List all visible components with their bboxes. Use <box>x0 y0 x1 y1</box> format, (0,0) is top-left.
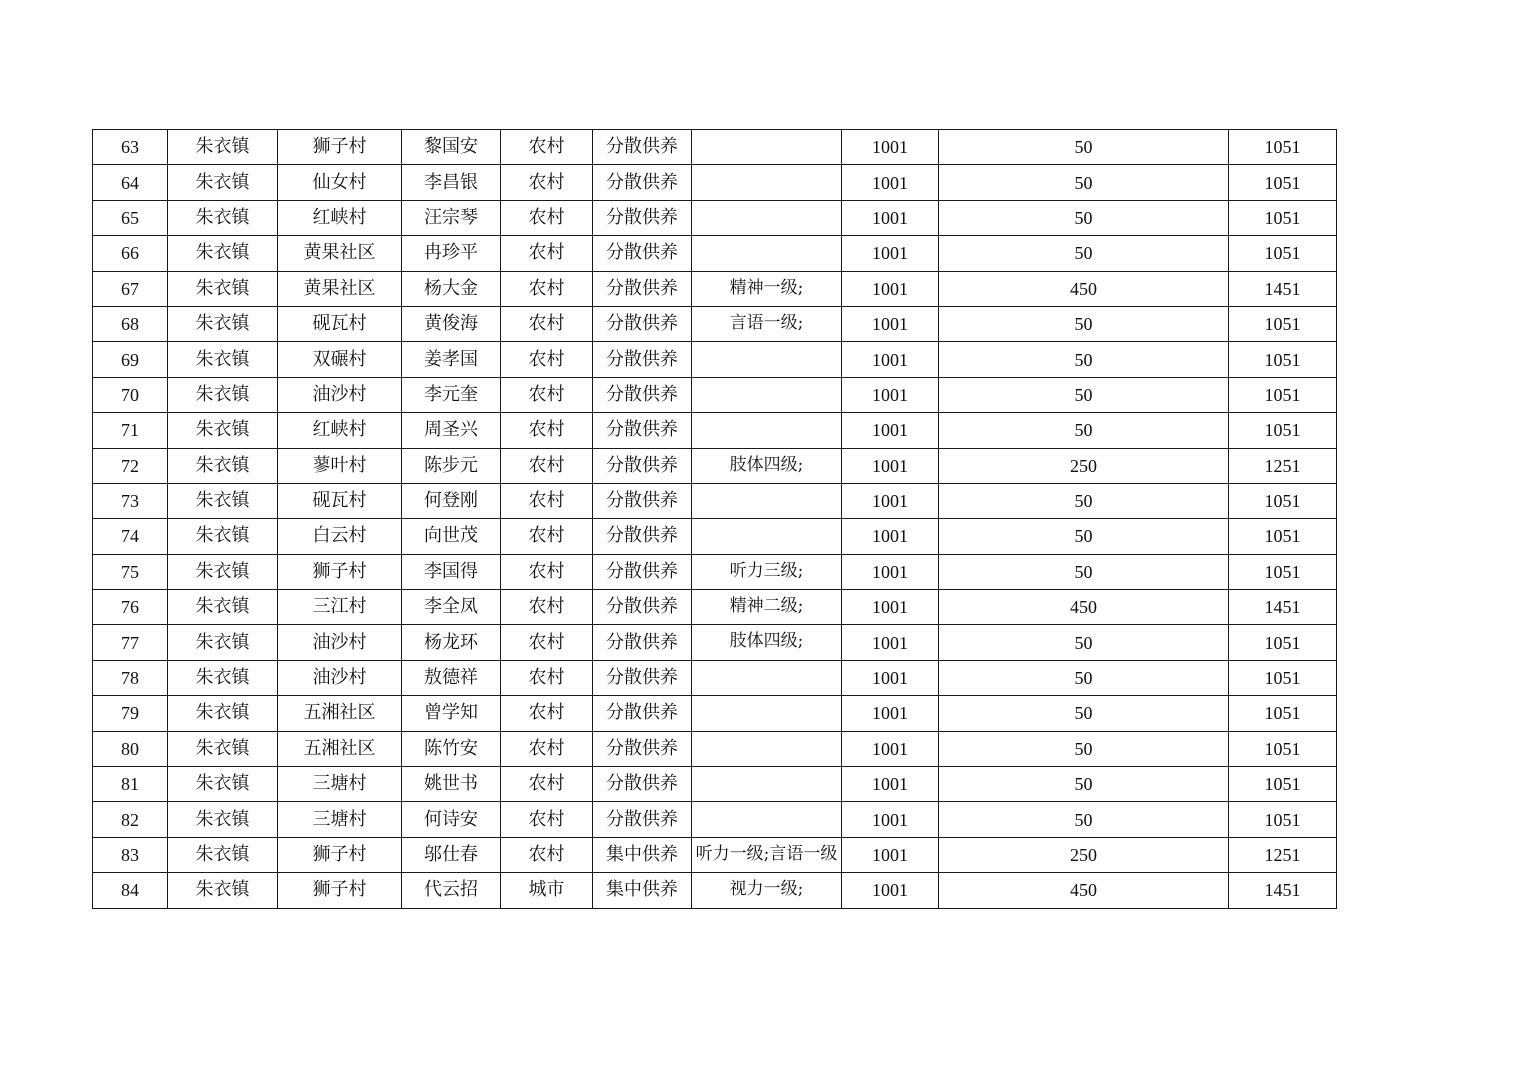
cell-area: 农村 <box>501 306 593 341</box>
cell-support-type: 分散供养 <box>593 413 692 448</box>
cell-support-type: 分散供养 <box>593 342 692 377</box>
cell-disability <box>692 483 842 518</box>
cell-support-type: 分散供养 <box>593 271 692 306</box>
cell-area: 农村 <box>501 554 593 589</box>
cell-no: 67 <box>93 271 168 306</box>
cell-disability: 肢体四级; <box>692 448 842 483</box>
cell-base-amount: 1001 <box>842 413 939 448</box>
cell-town: 朱衣镇 <box>168 342 278 377</box>
cell-village: 红峡村 <box>278 413 402 448</box>
cell-no: 76 <box>93 590 168 625</box>
cell-name: 黄俊海 <box>402 306 501 341</box>
cell-no: 72 <box>93 448 168 483</box>
cell-town: 朱衣镇 <box>168 236 278 271</box>
cell-subsidy-amount: 50 <box>939 165 1229 200</box>
cell-area: 农村 <box>501 837 593 872</box>
cell-area: 农村 <box>501 731 593 766</box>
cell-town: 朱衣镇 <box>168 448 278 483</box>
table-row <box>93 554 1337 589</box>
cell-base-amount: 1001 <box>842 130 939 165</box>
cell-disability <box>692 236 842 271</box>
cell-town: 朱衣镇 <box>168 377 278 412</box>
cell-area: 农村 <box>501 802 593 837</box>
cell-subsidy-amount: 50 <box>939 802 1229 837</box>
cell-support-type: 集中供养 <box>593 837 692 872</box>
cell-name: 姜孝国 <box>402 342 501 377</box>
cell-area: 农村 <box>501 483 593 518</box>
cell-disability <box>692 696 842 731</box>
cell-no: 77 <box>93 625 168 660</box>
table-row <box>93 165 1337 200</box>
cell-disability <box>692 767 842 802</box>
cell-disability <box>692 731 842 766</box>
cell-name: 邬仕春 <box>402 837 501 872</box>
cell-total-amount: 1051 <box>1229 519 1337 554</box>
cell-town: 朱衣镇 <box>168 767 278 802</box>
cell-disability: 精神一级; <box>692 271 842 306</box>
cell-town: 朱衣镇 <box>168 200 278 235</box>
table-row <box>93 236 1337 271</box>
table-row <box>93 873 1337 908</box>
cell-subsidy-amount: 50 <box>939 731 1229 766</box>
cell-disability <box>692 165 842 200</box>
cell-base-amount: 1001 <box>842 236 939 271</box>
cell-support-type: 分散供养 <box>593 377 692 412</box>
cell-name: 李全凤 <box>402 590 501 625</box>
table-row <box>93 625 1337 660</box>
cell-area: 农村 <box>501 271 593 306</box>
cell-area: 城市 <box>501 873 593 908</box>
cell-disability: 言语一级; <box>692 306 842 341</box>
cell-support-type: 分散供养 <box>593 448 692 483</box>
cell-total-amount: 1051 <box>1229 130 1337 165</box>
cell-base-amount: 1001 <box>842 377 939 412</box>
cell-subsidy-amount: 50 <box>939 236 1229 271</box>
cell-area: 农村 <box>501 590 593 625</box>
cell-village: 黄果社区 <box>278 236 402 271</box>
cell-town: 朱衣镇 <box>168 696 278 731</box>
cell-total-amount: 1451 <box>1229 271 1337 306</box>
cell-name: 陈竹安 <box>402 731 501 766</box>
table-row <box>93 660 1337 695</box>
cell-total-amount: 1451 <box>1229 873 1337 908</box>
cell-subsidy-amount: 50 <box>939 377 1229 412</box>
cell-subsidy-amount: 50 <box>939 660 1229 695</box>
cell-subsidy-amount: 50 <box>939 625 1229 660</box>
cell-disability <box>692 519 842 554</box>
cell-support-type: 分散供养 <box>593 519 692 554</box>
cell-disability <box>692 200 842 235</box>
cell-name: 黎国安 <box>402 130 501 165</box>
cell-base-amount: 1001 <box>842 200 939 235</box>
cell-base-amount: 1001 <box>842 731 939 766</box>
cell-area: 农村 <box>501 200 593 235</box>
cell-total-amount: 1051 <box>1229 342 1337 377</box>
cell-support-type: 分散供养 <box>593 236 692 271</box>
cell-base-amount: 1001 <box>842 519 939 554</box>
cell-village: 狮子村 <box>278 837 402 872</box>
cell-total-amount: 1051 <box>1229 413 1337 448</box>
cell-total-amount: 1251 <box>1229 448 1337 483</box>
cell-town: 朱衣镇 <box>168 306 278 341</box>
cell-village: 油沙村 <box>278 660 402 695</box>
cell-town: 朱衣镇 <box>168 130 278 165</box>
table-row <box>93 696 1337 731</box>
cell-support-type: 分散供养 <box>593 130 692 165</box>
cell-village: 仙女村 <box>278 165 402 200</box>
cell-town: 朱衣镇 <box>168 519 278 554</box>
cell-disability <box>692 660 842 695</box>
table-row <box>93 448 1337 483</box>
cell-subsidy-amount: 50 <box>939 483 1229 518</box>
cell-area: 农村 <box>501 625 593 660</box>
cell-no: 71 <box>93 413 168 448</box>
cell-town: 朱衣镇 <box>168 554 278 589</box>
cell-name: 杨大金 <box>402 271 501 306</box>
cell-disability <box>692 342 842 377</box>
cell-base-amount: 1001 <box>842 271 939 306</box>
cell-area: 农村 <box>501 448 593 483</box>
cell-support-type: 分散供养 <box>593 731 692 766</box>
cell-no: 75 <box>93 554 168 589</box>
cell-no: 69 <box>93 342 168 377</box>
cell-disability <box>692 802 842 837</box>
cell-village: 三塘村 <box>278 767 402 802</box>
cell-name: 李昌银 <box>402 165 501 200</box>
cell-town: 朱衣镇 <box>168 802 278 837</box>
cell-total-amount: 1051 <box>1229 625 1337 660</box>
table-row <box>93 590 1337 625</box>
cell-support-type: 分散供养 <box>593 590 692 625</box>
table-row <box>93 342 1337 377</box>
cell-disability: 听力三级; <box>692 554 842 589</box>
cell-name: 李元奎 <box>402 377 501 412</box>
cell-village: 砚瓦村 <box>278 483 402 518</box>
cell-town: 朱衣镇 <box>168 483 278 518</box>
cell-name: 冉珍平 <box>402 236 501 271</box>
table-row <box>93 483 1337 518</box>
cell-area: 农村 <box>501 165 593 200</box>
cell-town: 朱衣镇 <box>168 590 278 625</box>
cell-base-amount: 1001 <box>842 660 939 695</box>
cell-town: 朱衣镇 <box>168 165 278 200</box>
table-row <box>93 731 1337 766</box>
table-row <box>93 271 1337 306</box>
cell-subsidy-amount: 50 <box>939 554 1229 589</box>
cell-total-amount: 1051 <box>1229 377 1337 412</box>
cell-name: 汪宗琴 <box>402 200 501 235</box>
cell-area: 农村 <box>501 130 593 165</box>
cell-total-amount: 1051 <box>1229 767 1337 802</box>
table-row <box>93 519 1337 554</box>
cell-total-amount: 1051 <box>1229 696 1337 731</box>
table-row <box>93 130 1337 165</box>
cell-no: 73 <box>93 483 168 518</box>
cell-base-amount: 1001 <box>842 873 939 908</box>
cell-area: 农村 <box>501 696 593 731</box>
cell-name: 曾学知 <box>402 696 501 731</box>
cell-disability: 肢体四级; <box>692 625 842 660</box>
cell-area: 农村 <box>501 660 593 695</box>
cell-subsidy-amount: 50 <box>939 306 1229 341</box>
cell-name: 陈步元 <box>402 448 501 483</box>
cell-village: 红峡村 <box>278 200 402 235</box>
table-row <box>93 767 1337 802</box>
cell-support-type: 集中供养 <box>593 873 692 908</box>
cell-no: 78 <box>93 660 168 695</box>
cell-no: 65 <box>93 200 168 235</box>
cell-base-amount: 1001 <box>842 342 939 377</box>
cell-subsidy-amount: 450 <box>939 873 1229 908</box>
cell-village: 三塘村 <box>278 802 402 837</box>
cell-no: 81 <box>93 767 168 802</box>
cell-area: 农村 <box>501 236 593 271</box>
cell-village: 狮子村 <box>278 130 402 165</box>
cell-subsidy-amount: 50 <box>939 130 1229 165</box>
cell-name: 代云招 <box>402 873 501 908</box>
cell-support-type: 分散供养 <box>593 165 692 200</box>
cell-name: 李国得 <box>402 554 501 589</box>
cell-base-amount: 1001 <box>842 625 939 660</box>
cell-name: 向世茂 <box>402 519 501 554</box>
cell-base-amount: 1001 <box>842 448 939 483</box>
cell-total-amount: 1051 <box>1229 306 1337 341</box>
cell-base-amount: 1001 <box>842 590 939 625</box>
cell-town: 朱衣镇 <box>168 731 278 766</box>
cell-support-type: 分散供养 <box>593 306 692 341</box>
cell-total-amount: 1051 <box>1229 554 1337 589</box>
cell-no: 66 <box>93 236 168 271</box>
cell-no: 63 <box>93 130 168 165</box>
cell-subsidy-amount: 50 <box>939 200 1229 235</box>
cell-subsidy-amount: 50 <box>939 519 1229 554</box>
cell-village: 油沙村 <box>278 377 402 412</box>
cell-disability <box>692 130 842 165</box>
cell-base-amount: 1001 <box>842 767 939 802</box>
cell-village: 狮子村 <box>278 873 402 908</box>
cell-no: 83 <box>93 837 168 872</box>
cell-base-amount: 1001 <box>842 696 939 731</box>
cell-area: 农村 <box>501 767 593 802</box>
cell-base-amount: 1001 <box>842 306 939 341</box>
cell-total-amount: 1051 <box>1229 483 1337 518</box>
cell-disability: 听力一级;言语一级 <box>692 837 842 872</box>
cell-area: 农村 <box>501 519 593 554</box>
cell-village: 双碾村 <box>278 342 402 377</box>
cell-base-amount: 1001 <box>842 837 939 872</box>
cell-no: 64 <box>93 165 168 200</box>
cell-total-amount: 1051 <box>1229 731 1337 766</box>
cell-subsidy-amount: 250 <box>939 448 1229 483</box>
cell-support-type: 分散供养 <box>593 554 692 589</box>
cell-name: 何诗安 <box>402 802 501 837</box>
cell-town: 朱衣镇 <box>168 413 278 448</box>
cell-subsidy-amount: 250 <box>939 837 1229 872</box>
cell-base-amount: 1001 <box>842 165 939 200</box>
cell-name: 姚世书 <box>402 767 501 802</box>
cell-total-amount: 1051 <box>1229 200 1337 235</box>
allowance-table <box>92 129 1337 909</box>
cell-no: 74 <box>93 519 168 554</box>
cell-no: 68 <box>93 306 168 341</box>
cell-subsidy-amount: 450 <box>939 271 1229 306</box>
cell-village: 白云村 <box>278 519 402 554</box>
cell-subsidy-amount: 50 <box>939 767 1229 802</box>
cell-support-type: 分散供养 <box>593 660 692 695</box>
cell-disability: 精神二级; <box>692 590 842 625</box>
cell-subsidy-amount: 50 <box>939 413 1229 448</box>
cell-no: 82 <box>93 802 168 837</box>
cell-village: 狮子村 <box>278 554 402 589</box>
cell-no: 84 <box>93 873 168 908</box>
table-row <box>93 802 1337 837</box>
cell-area: 农村 <box>501 377 593 412</box>
table-row <box>93 837 1337 872</box>
table-row <box>93 377 1337 412</box>
cell-name: 杨龙环 <box>402 625 501 660</box>
cell-total-amount: 1251 <box>1229 837 1337 872</box>
cell-village: 砚瓦村 <box>278 306 402 341</box>
cell-support-type: 分散供养 <box>593 696 692 731</box>
cell-no: 70 <box>93 377 168 412</box>
table-row <box>93 200 1337 235</box>
table-row <box>93 306 1337 341</box>
cell-total-amount: 1051 <box>1229 802 1337 837</box>
cell-village: 五湘社区 <box>278 696 402 731</box>
cell-subsidy-amount: 50 <box>939 696 1229 731</box>
cell-area: 农村 <box>501 413 593 448</box>
cell-no: 79 <box>93 696 168 731</box>
cell-area: 农村 <box>501 342 593 377</box>
cell-village: 蓼叶村 <box>278 448 402 483</box>
cell-support-type: 分散供养 <box>593 767 692 802</box>
cell-disability: 视力一级; <box>692 873 842 908</box>
cell-total-amount: 1051 <box>1229 660 1337 695</box>
cell-name: 周圣兴 <box>402 413 501 448</box>
cell-name: 何登刚 <box>402 483 501 518</box>
cell-name: 敖德祥 <box>402 660 501 695</box>
cell-town: 朱衣镇 <box>168 625 278 660</box>
cell-town: 朱衣镇 <box>168 660 278 695</box>
cell-town: 朱衣镇 <box>168 873 278 908</box>
cell-no: 80 <box>93 731 168 766</box>
cell-support-type: 分散供养 <box>593 200 692 235</box>
table-row <box>93 413 1337 448</box>
cell-total-amount: 1451 <box>1229 590 1337 625</box>
cell-disability <box>692 413 842 448</box>
cell-base-amount: 1001 <box>842 802 939 837</box>
cell-support-type: 分散供养 <box>593 802 692 837</box>
cell-total-amount: 1051 <box>1229 236 1337 271</box>
table-body <box>93 130 1337 909</box>
cell-town: 朱衣镇 <box>168 271 278 306</box>
cell-base-amount: 1001 <box>842 483 939 518</box>
cell-subsidy-amount: 50 <box>939 342 1229 377</box>
cell-total-amount: 1051 <box>1229 165 1337 200</box>
cell-town: 朱衣镇 <box>168 837 278 872</box>
cell-subsidy-amount: 450 <box>939 590 1229 625</box>
cell-base-amount: 1001 <box>842 554 939 589</box>
cell-disability <box>692 377 842 412</box>
cell-village: 油沙村 <box>278 625 402 660</box>
cell-village: 三江村 <box>278 590 402 625</box>
cell-support-type: 分散供养 <box>593 625 692 660</box>
cell-support-type: 分散供养 <box>593 483 692 518</box>
cell-village: 五湘社区 <box>278 731 402 766</box>
cell-village: 黄果社区 <box>278 271 402 306</box>
